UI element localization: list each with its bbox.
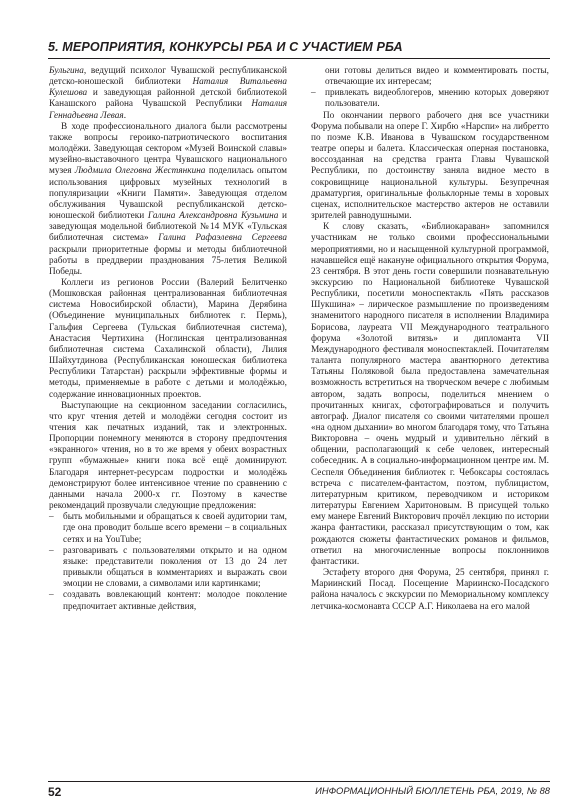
paragraph: В ходе профессионального диалога были рассмотрены также вопросы героико-патриотического воспитания молодёжи. Заведующая сектором «Музей Воинской славы» музейно-выставочного центра Чувашского национального музея Людмила Олеговна Жестянкина поделилась опытом использования цифровых музейных технологий в популяризации «Книги Памяти». Заведующая отделом обслуживания Чувашской республиканской детско-юношеской библиотеки Галина Александровна Кузьмина и заведующая модельной библиотекой №14 МУК «Тульская библиотечная система» Галина Рафаэлевна Сергеева раскрыли приоритетные формы и методы библиотечной работы в преддверии празднования 75-летия Великой Победы. [49, 121, 287, 277]
recommendation-list-continued [311, 66, 549, 111]
list-item: – разговаривать с пользователями открыто и на одном языке: представители поколения от 13 до 24 лет привыкли общаться в комментариях и выражать свои эмоции не словами, а символами или картинками; [49, 545, 287, 590]
list-item: – привлекать видеоблогеров, мнению которых доверяют пользователи. [311, 88, 549, 110]
header-rule [48, 58, 550, 59]
paragraph: Эстафету второго дня Форума, 25 сентября, принял г. Мариинский Посад. Посещение Мариинско-Посадского района началось с экскурсии по Мемориальному комплексу летчика-космонавта СССР А.Г. Николаева на его малой [311, 568, 549, 612]
left-column [49, 66, 287, 613]
list-item: – создавать вовлекающий контент: молодое поколение предпочитает активные действия, [49, 590, 287, 612]
paragraph: По окончании первого рабочего дня все участники Форума побывали на опере Г. Хирбю «Нарспи» на либретто по поэме К.В. Иванова в Чувашском государственном театре оперы и балета. Классическая оперная постановка, воссозданная на средства гранта Главы Чувашской Республики, по достоинству заняла видное место в сокровищнице национальной культуры. Безупречная драматургия, оригинальные фольклорные темы в хоровых сценах, исполнительское мастерство актеров не оставили зрителей равнодушными. [311, 110, 549, 222]
bulletin-title: ИНФОРМАЦИОННЫЙ БЮЛЛЕТЕНЬ РБА, 2019, № 88 [315, 785, 550, 796]
section-title: 5. МЕРОПРИЯТИЯ, КОНКУРСЫ РБА И С УЧАСТИЕМ РБА [48, 40, 403, 54]
paragraph: Выступающие на секционном заседании согласились, что круг чтения детей и молодёжи сегодня состоит из чтения как печатных изданий, так и электронных. Пропорции понемногу меняются в сторону предпочтения «экранного» чтения, но в то же время у обеих возрастных групп «бумажные» книги пока всё ещё доминируют. Благодаря интернет-ресурсам подростки и молодёжь демонстрируют более интенсивное чтение по сравнению с данными начала 2000-х гг. Поэтому в качестве рекомендаций прозвучали следующие предложения: [49, 400, 287, 512]
list-item: они готовы делиться видео и комментировать посты, отвечающие их интересам; [325, 66, 549, 88]
paragraph: Бульгина, ведущий психолог Чувашской республиканской детско-юношеской библиотеки Наталия Витальевна Кулешова и заведующая районной детской библиотекой Канашского района Чувашской Республики Наталия Геннадьевна Левая. [49, 66, 288, 121]
footer-rule [48, 781, 550, 782]
right-column [311, 66, 549, 613]
recommendation-list [49, 512, 287, 612]
paragraph: К слову сказать, «Библиокараван» запомнился участникам не только своими профессиональными мероприятиями, но и насыщенной культурной программой, начавшейся ещё накануне официального открытия Форума, 23 сентября. В этот день гости совершили познавательную экскурсию по Национальной библиотеке Чувашской Республики, посетили моноспектакль «Пять рассказов Шукшина» – лирическое размышление по произведениям знаменитого народного писателя в исполнении Владимира Борисова, лауреата VII Международного театрального форума «Золотой витязь» и дипломанта VII Международного фестиваля моноспектаклей. Почитателям таланта популярного мастера авантюрного детектива Татьяны Поляковой была предоставлена замечательная возможность встретиться на творческом вечере с любимым автором, задать вопросы, поделиться мнением о прочитанных книгах, сфотографироваться и получить автограф. Диалог писателя со своими читателями прошел «на одном дыхании» во многом благодаря тому, что Татьяна Викторовна – очень мудрый и удивительно лёгкий в общении, располагающий к себе человек, интересный собеседник. А в социально-информационном центре им. М. Сеспеля Объединения библиотек г. Чебоксары состоялась встреча с писателем-фантастом, поэтом, публицистом, литературным критиком, переводчиком и историком литературы Евгением Харитоновым. В присущей только ему манере Евгений Викторович прочёл лекцию по истории жанра фантастики, рассказал присутствующим о том, как рождаются сюжеты фантастических романов и фильмов, ответил на многочисленные вопросы поклонников фантастики. [311, 222, 549, 567]
list-item: – быть мобильными и обращаться к своей аудитории там, где она проводит больше всего времени – в социальных сетях и на YouTube; [49, 512, 287, 545]
page-number: 52 [48, 785, 62, 799]
paragraph: Коллеги из регионов России (Валерий Белитченко (Мошковская районная централизованная библиотечная система Новосибирской области), Марина Дерябина (Объединение муниципальных библиотек г. Пермь), Гальфия Сергеева (Тульская библиотечная система), Анастасия Чертихина (Ноглинская централизованная библиотечная система Сахалинской области), Лилия Шайхутдинова (Республиканская юношеская библиотека Республики Татарстан) раскрыли эффективные формы и методы, применяемые в работе с детьми и молодёжью, содержание инновационных проектов. [49, 277, 287, 400]
